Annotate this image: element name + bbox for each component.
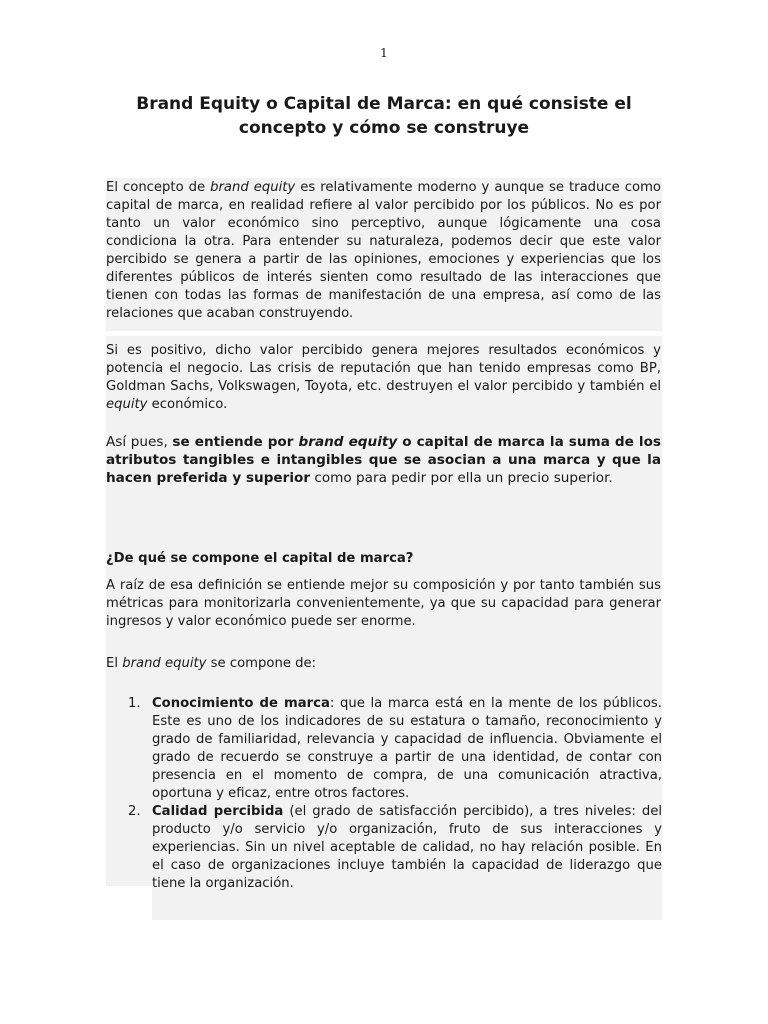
italic-term: brand equity — [210, 180, 296, 195]
italic-term: equity — [106, 397, 148, 412]
list-number: 1. — [128, 696, 141, 711]
bold-text: o capital de marca la suma de los atributos tangibles e intangibles que se asocian a una marca y que la hacen preferida y superior — [106, 434, 661, 486]
list-item-title: Conocimiento de marca — [152, 696, 330, 711]
text-run: como para pedir por ella un precio superior. — [310, 470, 613, 486]
text-run: El — [106, 656, 123, 671]
bold-text: se entiende por — [172, 434, 299, 450]
bold-italic-term: brand equity — [298, 434, 398, 450]
definition-paragraph — [106, 433, 661, 487]
text-run: es relativamente moderno y aunque se traduce como capital de marca, en realidad refiere al valor percibido por los públicos. No es por tanto un valor económico sino perceptivo, aunque lógicamente una cosa condiciona la otra. Para entender su naturaleza, podemos decir que este valor percibido se genera a partir de las opiniones, emociones y experiencias que los diferentes públicos de interés sienten como resultado de las interacciones que tienen con todas las formas de manifestación de una empresa, así como de las relaciones que acaban construyendo. — [106, 180, 661, 321]
list-item — [106, 695, 662, 803]
document-title: Brand Equity o Capital de Marca: en qué consiste el concepto y cómo se construye — [136, 94, 632, 138]
second-paragraph — [106, 342, 661, 414]
list-item-text: (el grado de satisfacción percibido), a tres niveles: del producto y/o servicio y/o organización, fruto de sus interacciones y experiencias. Sin un nivel aceptable de calidad, no hay relación posible. En el caso de organizaciones incluye también la capacidad de liderazgo que tiene la organización. — [152, 804, 663, 891]
composition-paragraph: A raíz de esa definición se entiende mejor su composición y por tanto también sus métricas para monitorizarla convenientemente, ya que su capacidad para generar ingresos y valor económico puede ser enorme. — [106, 578, 661, 629]
text-run: Si es positivo, dicho valor percibido genera mejores resultados económicos y potencia el negocio. Las crisis de reputación que han tenido empresas como BP, Goldman Sachs, Volkswagen, Toyota, etc. destruyen el valor percibido y también el — [106, 343, 661, 394]
list-item-title: Calidad percibida — [152, 804, 284, 819]
section-heading: ¿De qué se compone el capital de marca? — [106, 551, 414, 566]
text-run: económico. — [147, 397, 228, 412]
list-item-text: : que la marca está en la mente de los públicos. Este es uno de los indicadores de su estatura o tamaño, reconocimiento y grado de familiaridad, relevancia y capacidad de influencia. Obviamente el grado de recuerdo se construye a partir de una identidad, de contar con presencia en el momento de compra, de una comunicación atractiva, oportuna y eficaz, entre otros factores. — [152, 696, 662, 801]
italic-term: brand equity — [122, 656, 207, 671]
page-number: 1 — [380, 46, 388, 60]
list-number: 2. — [128, 804, 141, 819]
text-run: Así pues, — [106, 434, 173, 450]
text-run: se compone de: — [206, 656, 317, 671]
list-intro-paragraph — [106, 655, 661, 673]
components-list — [106, 695, 662, 893]
text-run: El concepto de — [106, 180, 211, 195]
list-item — [106, 803, 662, 893]
intro-paragraph — [106, 179, 661, 323]
